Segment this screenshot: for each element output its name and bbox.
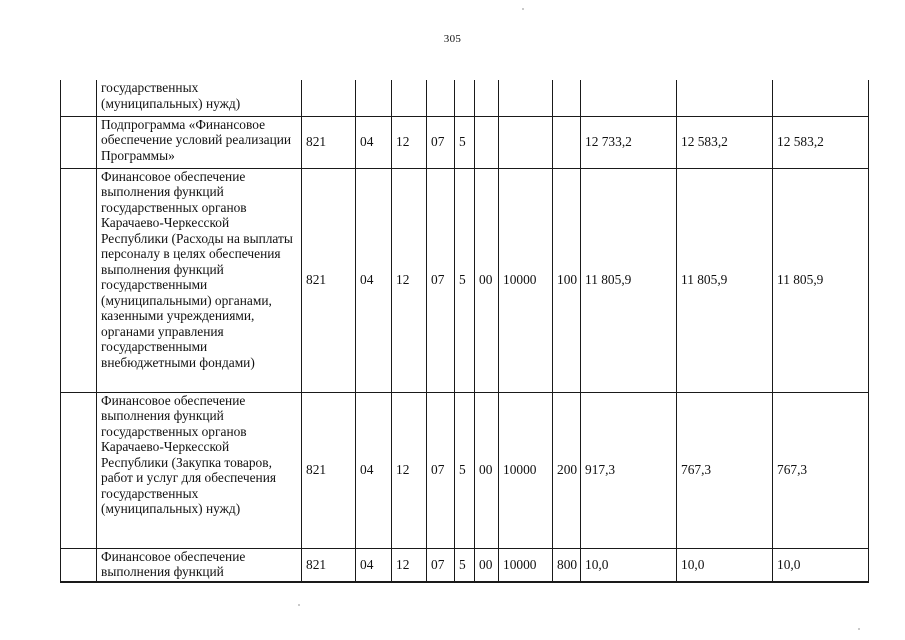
amount-3-cell: 767,3	[773, 392, 869, 548]
item-name-cell: государственных (муниципальных) нужд)	[97, 80, 302, 116]
subsection-cell: 12	[392, 392, 427, 548]
subprogram-cell: 5	[455, 548, 475, 582]
amount-2-cell: 767,3	[677, 392, 773, 548]
subsection-cell: 12	[392, 548, 427, 582]
admin-code-cell: 821	[302, 548, 356, 582]
expense-type-cell: 800	[553, 548, 581, 582]
amount-3-cell: 12 583,2	[773, 116, 869, 168]
program-cell: 07	[427, 168, 455, 392]
item-name-cell: Финансовое обеспечение выполнения функций	[97, 548, 302, 582]
amount-2-cell	[677, 80, 773, 116]
table-row	[61, 548, 869, 582]
direction-cell: 10000	[499, 548, 553, 582]
amount-1-cell	[581, 80, 677, 116]
subprogram-cell	[455, 80, 475, 116]
main-event-cell	[475, 116, 499, 168]
program-cell: 07	[427, 548, 455, 582]
scan-speck	[858, 628, 860, 630]
program-cell: 07	[427, 392, 455, 548]
table-row	[61, 116, 869, 168]
amount-1-cell: 11 805,9	[581, 168, 677, 392]
amount-1-cell: 917,3	[581, 392, 677, 548]
section-cell: 04	[356, 116, 392, 168]
program-cell	[427, 80, 455, 116]
subprogram-cell: 5	[455, 116, 475, 168]
subsection-cell	[392, 80, 427, 116]
subprogram-cell: 5	[455, 392, 475, 548]
index-cell	[61, 392, 97, 548]
amount-3-cell: 11 805,9	[773, 168, 869, 392]
amount-2-cell: 10,0	[677, 548, 773, 582]
subprogram-cell: 5	[455, 168, 475, 392]
main-event-cell: 00	[475, 392, 499, 548]
table-row	[61, 168, 869, 392]
admin-code-cell: 821	[302, 168, 356, 392]
item-name-cell: Подпрограмма «Финансовое обеспечение условий реализации Программы»	[97, 116, 302, 168]
scan-speck	[298, 604, 300, 606]
index-cell	[61, 116, 97, 168]
section-cell: 04	[356, 168, 392, 392]
direction-cell: 10000	[499, 168, 553, 392]
section-cell: 04	[356, 548, 392, 582]
item-name-cell: Финансовое обеспечение выполнения функций государственных органов Карачаево-Черкесской Республики (Расходы на выплаты персоналу в целях обеспечения выполнения функций государственными (муниципальными) органами, казенными учреждениями, органами управления государственными внебюджетными фондами)	[97, 168, 302, 392]
table-row	[61, 392, 869, 548]
direction-cell: 10000	[499, 392, 553, 548]
subsection-cell: 12	[392, 116, 427, 168]
expense-type-cell	[553, 80, 581, 116]
main-event-cell	[475, 80, 499, 116]
amount-3-cell: 10,0	[773, 548, 869, 582]
index-cell	[61, 548, 97, 582]
direction-cell	[499, 80, 553, 116]
amount-1-cell: 12 733,2	[581, 116, 677, 168]
admin-code-cell	[302, 80, 356, 116]
amount-2-cell: 12 583,2	[677, 116, 773, 168]
scan-speck	[522, 8, 524, 10]
subsection-cell: 12	[392, 168, 427, 392]
section-cell	[356, 80, 392, 116]
index-cell	[61, 80, 97, 116]
amount-3-cell	[773, 80, 869, 116]
index-cell	[61, 168, 97, 392]
expense-type-cell	[553, 116, 581, 168]
main-event-cell: 00	[475, 168, 499, 392]
amount-1-cell: 10,0	[581, 548, 677, 582]
item-name-cell: Финансовое обеспечение выполнения функций государственных органов Карачаево-Черкесской Республики (Закупка товаров, работ и услуг для обеспечения государственных (муниципальных) нужд)	[97, 392, 302, 548]
amount-2-cell: 11 805,9	[677, 168, 773, 392]
program-cell: 07	[427, 116, 455, 168]
direction-cell	[499, 116, 553, 168]
budget-table	[60, 80, 869, 583]
admin-code-cell: 821	[302, 116, 356, 168]
expense-type-cell: 200	[553, 392, 581, 548]
section-cell: 04	[356, 392, 392, 548]
expense-type-cell: 100	[553, 168, 581, 392]
page-number: 305	[443, 33, 462, 45]
table-row	[61, 80, 869, 116]
main-event-cell: 00	[475, 548, 499, 582]
admin-code-cell: 821	[302, 392, 356, 548]
